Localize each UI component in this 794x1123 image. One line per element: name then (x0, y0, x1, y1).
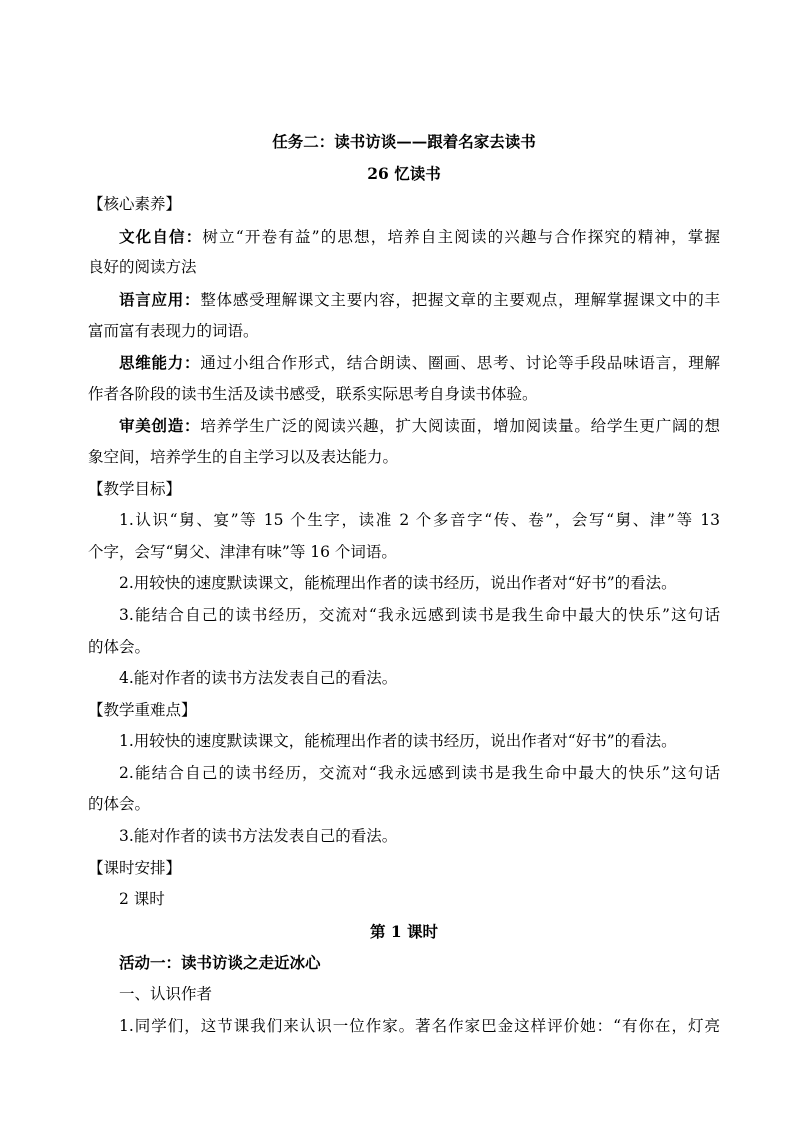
core-item-culture-cont: 良好的阅读方法 (88, 258, 197, 277)
core-item-text: 树立“开卷有益”的思想，培养自主阅读的兴趣与合作探究的精神，掌握 (202, 227, 720, 246)
core-item-label: 语言应用： (119, 289, 201, 309)
lesson-title: 26 忆读书 (367, 163, 441, 183)
document-body (88, 126, 720, 1042)
goal-3: 3.能结合自己的读书经历，交流对“我永远感到读书是我生命中最大的快乐”这句话 (119, 605, 720, 624)
goal-4: 4.能对作者的读书方法发表自己的看法。 (119, 669, 398, 688)
section-title: 一、认识作者 (119, 985, 213, 1004)
core-item-aesthetic-cont: 象空间，培养学生的自主学习以及表达能力。 (88, 447, 399, 466)
key-point-2-cont: 的体会。 (88, 795, 151, 814)
activity-title: 活动一：读书访谈之走近冰心 (119, 953, 321, 973)
schedule-value: 2 课时 (119, 890, 165, 909)
paragraph-1: 1.同学们，这节课我们来认识一位作家。著名作家巴金这样评价她：“有你在，灯亮 (119, 1016, 720, 1035)
core-item-language-cont: 富而富有表现力的词语。 (88, 321, 259, 340)
core-item-thinking (88, 347, 720, 379)
core-literacy-heading: 【核心素养】 (88, 195, 182, 214)
core-item-text: 培养学生广泛的阅读兴趣，扩大阅读面，增加阅读量。给学生更广阔的想 (200, 417, 720, 436)
schedule-heading: 【课时安排】 (88, 858, 182, 877)
task-title: 任务二：读书访谈——跟着名家去读书 (272, 132, 536, 151)
core-item-label: 审美创造： (119, 416, 201, 436)
goal-2: 2.用较快的速度默读课文，能梳理出作者的读书经历，说出作者对“好书”的看法。 (119, 574, 677, 593)
core-item-language (88, 284, 720, 316)
core-item-culture (88, 221, 720, 253)
core-item-thinking-cont: 作者各阶段的读书生活及读书感受，联系实际思考自身读书体验。 (88, 384, 538, 403)
core-item-label: 文化自信： (119, 226, 203, 246)
core-item-aesthetic (88, 410, 720, 442)
goal-1: 1.认识“舅、宴”等 15 个生字，读准 2 个多音字“传、卷”，会写“舅、津”等 13 (119, 511, 720, 530)
core-item-label: 思维能力： (119, 353, 201, 373)
goal-1-cont: 个字，会写“舅父、津津有味”等 16 个词语。 (88, 542, 397, 561)
session-title: 第 1 课时 (369, 921, 439, 941)
core-item-text: 整体感受理解课文主要内容，把握文章的主要观点，理解掌握课文中的丰 (200, 290, 720, 309)
core-item-text: 通过小组合作形式，结合朗读、圈画、思考、讨论等手段品味语言，理解 (200, 354, 720, 373)
key-points-heading: 【教学重难点】 (88, 700, 197, 719)
key-point-2: 2.能结合自己的读书经历，交流对“我永远感到读书是我生命中最大的快乐”这句话 (119, 763, 720, 782)
goal-3-cont: 的体会。 (88, 637, 151, 656)
teaching-goals-heading: 【教学目标】 (88, 479, 182, 498)
key-point-3: 3.能对作者的读书方法发表自己的看法。 (119, 827, 398, 846)
key-point-1: 1.用较快的速度默读课文，能梳理出作者的读书经历，说出作者对“好书”的看法。 (119, 732, 677, 751)
